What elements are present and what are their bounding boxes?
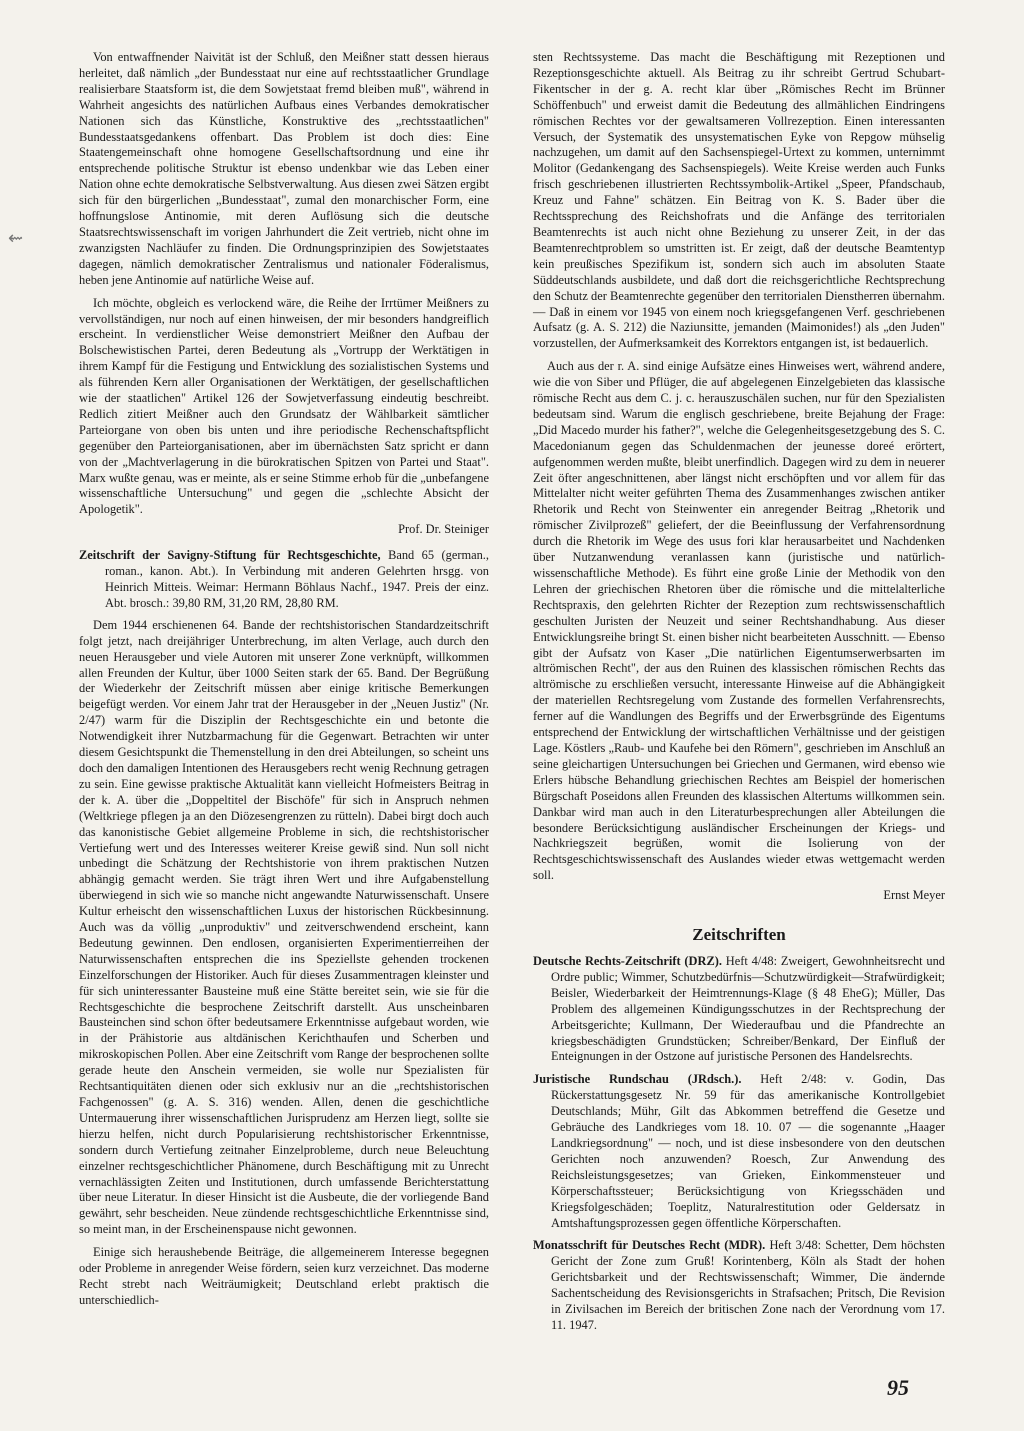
paragraph: Ich möchte, obgleich es verlockend wäre, die Reihe der Irrtümer Meißners zu vervollständigen, nur noch auf einen hinweisen, der mir besonders handgreiflich erscheint. In verdienstlicher Weise demonstriert Meißner den Aufbau der Bolschewistischen Partei, deren Bedeutung als „Vortrupp der Werktätigen in ihrem Kampf für die Festigung und Entwicklung des sozialistischen Systems und als führenden Kern aller Organisationen der Werktätigen, der gesellschaftlichen wie der staatlichen" Artikel 126 der Sowjetverfassung eindeutig beschreibt. Redlich zitiert Meißner auch den Grundsatz der Wählbarkeit sämtlicher Parteiorgane von oben bis unten und ihre periodische Rechenschaftspflicht gegenüber den Parteiorganisationen, aber im übernächsten Satz spricht er dann von der „Machtverlagerung in die bürokratischen Spitzen von Partei und Staat". Marx wußte genau, was er meinte, als er seine Stimme erhob für die „unbefangene wissenschaftliche Untersuchung" und gegen die „schlechte Absicht der Apologetik". — [79, 295, 489, 517]
signature-steiniger: Prof. Dr. Steiniger — [398, 522, 489, 537]
review-title: Zeitschrift der Savigny-Stiftung für Rechtsgeschichte, — [79, 548, 381, 563]
paragraph: Auch aus der r. A. sind einige Aufsätze eines Hinweises wert, während andere, wie die von Siber und Pflüger, die auf abgelegenen Einzelgebieten das klassische römische Recht aus dem C. j. c. herauszuschälen suchen, nur für den Spezialisten bedeutsam sind. Warum die englisch geschriebene, breite Bejahung der Frage: „Did Macedo murder his father?", welche die Gelegenheitsgesetzgebung des S. C. Macedonianum gegen das Schuldenmachen der jeunesse doreé erörtert, aufgenommen werden mußte, bleibt unerfindlich. Dagegen wird zu dem in neuerer Zeit öfter angeschnittenen, aber längst nicht erschöpften und vor allem für das Mittelalter nicht weiter geführten Thema des Zusammenhanges zwischen antiker Rhetorik und Recht von Steinwenter ein anregender Beitrag „Rhetorik und römischer Zivilprozeß" geliefert, der die Beeinflussung der Verfahrensordnung durch die Rhetorik im Wege des usus fori klar herausarbeitet und Nachdenken über Nutzanwendung veranlassen kann (juristische und natürlich-wissenschaftliche Methode). Es führt eine große Linie der Methodik von den Lehren der griechischen Rhetoren über die römische und die mittelalterliche Rechtspraxis, den gelehrten Richter der Rezeption zum rechtswissenschaftlich geschulten Juristen der Neuzeit und seiner Rechtshandhabung. Aus dieser Entwicklungsreihe bringt St. einen bisher nicht bearbeiteten Ausschnitt. — Ebenso gibt der Aufsatz von Kaser „Die natürlichen Eigentumserwerbsarten im altrömischen Recht", der aus den Ruinen des klassischen römischen Rechts das altrömische zu erschließen versucht, interessante Hinweise auf die Abhängigkeit der materiellen Rechtsregelung vom Zustande des formellen Verfahrensrechts, ferner auf die Wandlungen des Begriffs und der Erwerbsgründe des Eigentums entsprechend der Entwicklung der wirtschaftlichen Verhältnisse und der geistigen Lage. Köstlers „Raub- und Kaufehe bei den Römern", geschrieben im Anschluß an seine gleichartigen Untersuchungen bei Griechen und Germanen, wird ebenso wie Erlers hübsche Behandlung griechischen Rechtes am Beispiel der homerischen Bürgschaft Poseidons allen Freunden des klassischen Altertums willkommen sein. Dankbar wird man auch in den Literaturbesprechungen aller Abteilungen die besondere Berücksichtigung ausländischer Erscheinungen der Kriegs- und Nachkriegszeit begrüßen, womit die Isolierung von der Rechtsgeschichtswissenschaft des Auslandes wieder etwas wettgemacht werden soll. — [533, 359, 945, 883]
journal-contents: Heft 3/48: Schetter, Dem höchsten Gericht der Zone zum Gruß! Korintenberg, Köln als Stadt der hohen Gerichtsbarkeit und der Rechtswissenschaft; Wimmer, Die ändernde Sachentscheidung des Revisionsgerichts in Strafsachen; Pritsch, Die Revision in Zivilsachen im Bereich der britischen Zone nach der Verordnung vom 17. 11. 1947. — [551, 1238, 945, 1332]
journal-contents: Heft 4/48: Zweigert, Gewohnheitsrecht und Ordre public; Wimmer, Schutzbedürfnis—Schutzwürdigkeit—Strafwürdigkeit; Beisler, Wiederbarkeit der Heimtrennungs-Klage (§ 48 EheG); Müller, Das Problem des allgemeinen Kündigungsschutzes in der Rechtsprechung der Arbeitsgerichte; Kullmann, Der Wiederaufbau und die Pfandrechte an kriegsbeschädigten Grundstücken; Schreiber/Benkard, Der Einfluß der Enteignungen in der Ostzone auf juristische Personen des Handelsrechts. — [551, 954, 945, 1064]
page-number: 95 — [887, 1375, 909, 1400]
signature-meyer: Ernst Meyer — [883, 888, 945, 903]
paragraph: Dem 1944 erschienenen 64. Bande der rechtshistorischen Standardzeitschrift folgt jetzt, nach dreijähriger Unterbrechung, im alten Verlage, auch durch den neuen Herausgeber und viele Autoren mit unserer Zone verknüpft, willkommen allen Freunden der Kultur, über 1000 Seiten stark der 65. Band. Der Begrüßung der Wiederkehr der Zeitschrift müssen aber einige kritische Bemerkungen beigefügt werden. Vor einem Jahr trat der Herausgeber in der „Neuen Justiz" (Nr. 2/47) warm für die Disziplin der Rechtsgeschichte ein und betonte die Notwendigkeit ihrer Nutzbarmachung für die Gegenwart. Betrachten wir unter diesem Gesichtspunkt die Themenstellung in den drei Abteilungen, so scheint uns doch den damaligen Intentionen des Herausgebers recht wenig Rechnung getragen zu sein. Eine gewisse praktische Aktualität kann vielleicht Hofmeisters Beitrag in der k. A. über die „Doppeltitel der Bischöfe" für sich in Anspruch nehmen (Weltkriege pflegen ja an den Diözesengrenzen zu rütteln). Dabei birgt doch auch das kanonistische Gebiet allgemeine Probleme in sich, die rechtshistorischer Vertiefung wert und des Interesses weiterer Kreise gewiß sind. Nun soll nicht unbedingt die Schätzung der Rechtshistorie von ihrem praktischen Nutzen abhängig gemacht werden. Sie trägt ihren Wert und ihre Aufgabenstellung überwiegend in sich wie so manche nicht angewandte Naturwissenschaft. Unsere Kultur erheischt den wissenschaftlichen Luxus der historischen Rückbesinnung. Auch was da völlig „unproduktiv" und zeitverschwendend erscheint, kann Bedeutung gewinnen. Den endlosen, organisierten Experimentierreihen der Naturwissenschaften entsprechen die ins Speziellste gehenden trockenen Einzelforschungen der Historiker. Auch für dieses Zusammentragen kleinster und für sich uninteressanter Bausteine muß eine Stätte bereitet sein, wie sie für die Rechtsgeschichte die besprochene Zeitschrift darstellt. Aus unscheinbaren Bausteinchen sind schon öfter bedeutsamere Erkenntnisse aufgebaut worden, wie in der Prähistorie aus altdänischen Kerichthaufen und Scherben und mikroskopischen Pollen. Aber eine Zeitschrift vom Range der besprochenen sollte gerade heute den Anschein vermeiden, sie wolle nur Spezialisten für Rechtsantiquitäten dienen oder sich exklusiv nur an die „rechtshistorischen Fachgenossen" (g. A. S. 316) wenden. Allen, denen die geschichtliche Untermauerung ihrer wissenschaftlichen Jurisprudenz am Herzen liegt, sollte sie hierzu helfen, nicht durch Popularisierung rechtshistorischer Erkenntnisse, sondern durch Vertiefung zeitnaher Einzelprobleme, durch neue Beleuchtung einzelner rechtsgeschichtlicher Phänomene, durch Beschäftigung mit zu Unrecht vernachlässigten Zeiten und Institutionen, durch umfassende Berichterstattung über neue Literatur. In dieser Hinsicht ist die Ausbeute, die der vorliegende Band gewährt, sehr bescheiden. Neue zündende rechtsgeschichtliche Erkenntnisse sind, so meint man, in der Erscheinenspause nicht gewonnen. — [79, 617, 489, 1237]
review-heading — [79, 548, 489, 612]
margin-arrow-icon: ⇜ — [8, 228, 24, 249]
paragraph: Einige sich heraushebende Beiträge, die allgemeinerem Interesse begegnen oder Probleme in anregender Weise fördern, seien kurz verzeichnet. Das moderne Recht strebt nach Weiträumigkeit; Deutschland erlebt praktisch die unterschiedlich- — [79, 1245, 489, 1307]
review-bibliography: Band 65 (german., roman., kanon. Abt.). In Verbindung mit anderen Gelehrten hrsgg. von Heinrich Mitteis. Weimar: Hermann Böhlaus Nachf., 1947. Preis der einz. Abt. brosch.: 39,80 RM, 31,20 RM, 28,80 RM. — [105, 548, 489, 610]
journal-title: Monatsschrift für Deutsches Recht (MDR). — [533, 1238, 766, 1253]
left-column — [79, 50, 489, 1316]
paragraph: Von entwaffnender Naivität ist der Schluß, den Meißner statt dessen hieraus herleitet, daß nämlich „der Bundesstaat nur eine auf rechtsstaatlicher Grundlage realisierbare Staatsform ist, die dem Sowjetstaat fremd bleiben muß", während in Wahrheit angesichts des natürlichen Aufbaus eines Verbandes demokratischer Nationen sich das Künstliche, Konstruktive des „rechtsstaatlichen" Bundesstaatsgedankens offenbart. Das Problem ist doch dies: Eine Staatengemeinschaft ohne homogene Gesellschaftsordnung und eine ihr entsprechende politische Struktur ist ebenso undenkbar wie das Leben einer Nation ohne echte demokratische Selbstverwaltung. Aus diesen zwei Sätzen ergibt sich für den bürgerlichen „Bundesstaat", zumal den monarchischer Form, eine hoffnungslose Antinomie, mit deren Auflösung sich die deutsche Staatsrechtswissenschaft im vorigen Jahrhundert die Zeit vertrieb, nicht ohne im zwanzigsten Nachläufer zu finden. Die Ordnungsprinzipien des Sowjetstaates dagegen, nämlich demokratischer Zentralismus und nationaler Föderalismus, heben jene Antinomie auf natürliche Weise auf. — [79, 50, 489, 287]
journal-entry — [533, 1238, 945, 1333]
journal-contents: Heft 2/48: v. Godin, Das Rückerstattungsgesetz Nr. 59 für das amerikanische Kontrollgebiet Deutschlands; Mühr, Gilt das Abkommen betreffend die Gesetze und Gebräuche des Landkrieges vom 18. 10. 07 — die sogenannte „Haager Landkriegsordnung" — noch, und ist diese insbesondere von den deutschen Gerichten noch anzuwenden? Roesch, Zur Anwendung des Reichsleistungsgesetzes; van Grieken, Einkommensteuer und Körperschaftssteuer; Berücksichtigung von Kriegsschäden und Kriegsfolgeschäden; Toeplitz, Naturalrestitution oder Geldersatz in Amtshaftungsprozessen gegen öffentliche Körperschaften. — [551, 1072, 945, 1230]
journal-list — [533, 954, 945, 1334]
journal-entry — [533, 954, 945, 1065]
section-title-zeitschriften: Zeitschriften — [692, 925, 786, 945]
journal-entry — [533, 1072, 945, 1231]
journal-title: Deutsche Rechts-Zeitschrift (DRZ). — [533, 954, 722, 969]
paragraph: sten Rechtssysteme. Das macht die Beschäftigung mit Rezeptionen und Rezeptionsgeschichte aktuell. Als Beitrag zu ihr schreibt Gertrud Schubart-Fikentscher in der g. A. recht klar über „Römisches Recht im Brünner Schöffenbuch" und erweist damit die Bedeutung des allmählichen Eindringens römischen Rechtes vor der gewaltsameren Vollrezeption. Einen interessanten Versuch, der Systematik des unsystematischen Eyke von Repgow mühselig nachzugehen, um damit auf den Sachsenspiegel-Urtext zu kommen, unternimmt Molitor (Gedankengang des Sachsenspiegels). Weite Kreise werden auch Funks frisch geschriebenen illustrierten Rechtssymbolik-Artikel „Speer, Pfandschaub, Kreuz und Fahne" schätzen. Ein Beitrag von K. S. Bader über die Rechtssprechung des Reichshofrats und die Anfänge des territorialen Beamtenrechts ist auch nicht ohne Beziehung zu unserer Zeit, in der das Beamtenrechtproblem so umstritten ist. Er zeigt, daß der deutsche Beamtentyp kein preußisches Spezifikum ist, sondern sich auch im absoluten Staate Süddeutschlands ausbildete, und daß dort die reichsgerichtliche Rechtsprechung den Schutz der Beamtenrechte gegenüber den territorialen Dienstherren übernahm. — Daß in einem vor 1945 von einem noch kriegsgefangenen Verf. geschriebenen Aufsatz (g. A. S. 212) die Naziunsitte, jemanden (Maimonides!) als „den Juden" vorzustellen, der Aufmerksamkeit des Korrektors entgangen ist, ist bedauerlich. — [533, 50, 945, 351]
right-column — [533, 50, 945, 1341]
journal-title: Juristische Rundschau (JRdsch.). — [533, 1072, 742, 1087]
